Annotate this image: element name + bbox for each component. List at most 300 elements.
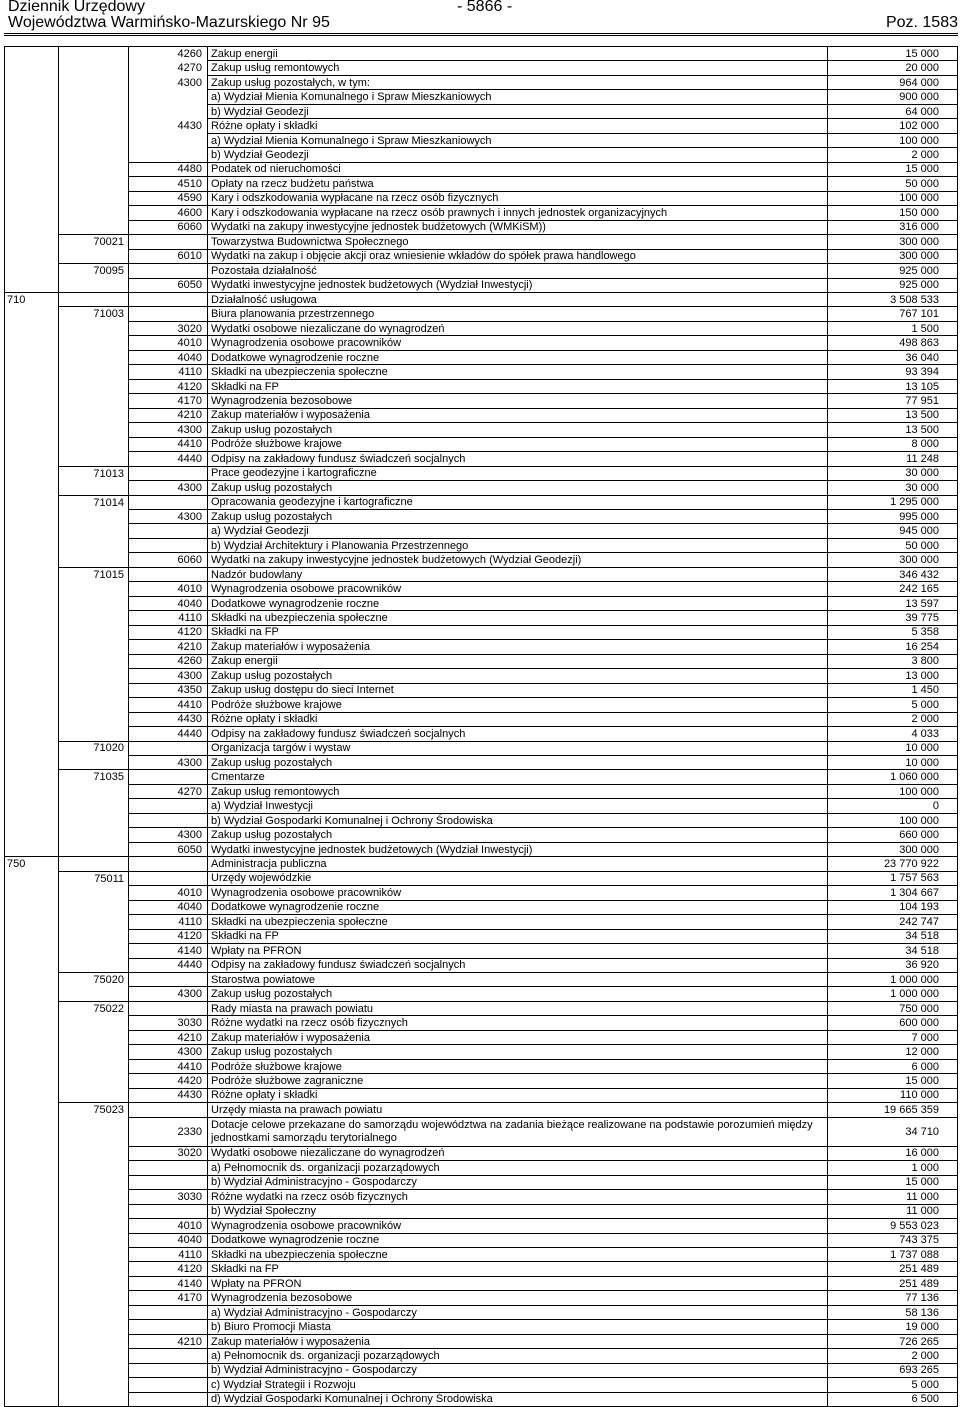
- chapter-cell: [59, 553, 129, 567]
- description-cell: Różne opłaty i składki: [208, 119, 828, 133]
- division-cell: [5, 1001, 59, 1015]
- paragraph-cell: [129, 90, 208, 104]
- chapter-cell: [59, 1378, 129, 1392]
- paragraph-cell: [129, 857, 208, 871]
- amount-cell: 251 489: [828, 1276, 958, 1290]
- table-row: [5, 191, 958, 205]
- division-cell: [5, 1392, 59, 1406]
- table-row: [5, 47, 958, 61]
- paragraph-cell: [129, 871, 208, 885]
- division-cell: [5, 408, 59, 422]
- table-row: [5, 1001, 958, 1015]
- description-cell: Zakup usług pozostałych: [208, 828, 828, 842]
- paragraph-cell: 6010: [129, 249, 208, 263]
- chapter-cell: [59, 813, 129, 827]
- table-row: [5, 625, 958, 639]
- description-cell: Odpisy na zakładowy fundusz świadczeń socjalnych: [208, 452, 828, 466]
- division-cell: [5, 162, 59, 176]
- amount-cell: 925 000: [828, 264, 958, 278]
- chapter-cell: [59, 842, 129, 856]
- description-cell: Rady miasta na prawach powiatu: [208, 1001, 828, 1015]
- amount-cell: 964 000: [828, 75, 958, 89]
- table-row: [5, 350, 958, 364]
- division-cell: [5, 1233, 59, 1247]
- paragraph-cell: [129, 133, 208, 147]
- table-row: [5, 944, 958, 958]
- paragraph-cell: [129, 1161, 208, 1175]
- paragraph-cell: 4300: [129, 1045, 208, 1059]
- amount-cell: 900 000: [828, 90, 958, 104]
- division-cell: [5, 307, 59, 321]
- amount-cell: 251 489: [828, 1262, 958, 1276]
- amount-cell: 693 265: [828, 1363, 958, 1377]
- paragraph-cell: [129, 104, 208, 118]
- table-row: [5, 1059, 958, 1073]
- amount-cell: 13 000: [828, 669, 958, 683]
- paragraph-cell: 4590: [129, 191, 208, 205]
- journal-title: Dziennik Urzędowy: [8, 0, 145, 15]
- chapter-cell: [59, 886, 129, 900]
- table-row: [5, 784, 958, 798]
- description-cell: d) Wydział Gospodarki Komunalnej i Ochrony Środowiska: [208, 1392, 828, 1406]
- table-row: [5, 336, 958, 350]
- amount-cell: 9 553 023: [828, 1219, 958, 1233]
- paragraph-cell: 4300: [129, 987, 208, 1001]
- table-row: [5, 264, 958, 278]
- paragraph-cell: 4300: [129, 669, 208, 683]
- paragraph-cell: 4210: [129, 640, 208, 654]
- description-cell: a) Wydział Administracyjno - Gospodarczy: [208, 1305, 828, 1319]
- paragraph-cell: 4120: [129, 929, 208, 943]
- chapter-cell: [59, 538, 129, 552]
- description-cell: Dodatkowe wynagrodzenie roczne: [208, 596, 828, 610]
- amount-cell: 13 597: [828, 596, 958, 610]
- division-cell: [5, 1291, 59, 1305]
- chapter-cell: [59, 365, 129, 379]
- paragraph-cell: 6060: [129, 220, 208, 234]
- table-row: [5, 162, 958, 176]
- division-cell: [5, 813, 59, 827]
- table-row: [5, 307, 958, 321]
- amount-cell: 77 136: [828, 1291, 958, 1305]
- amount-cell: 39 775: [828, 611, 958, 625]
- table-row: [5, 452, 958, 466]
- amount-cell: 1 450: [828, 683, 958, 697]
- amount-cell: 1 304 667: [828, 886, 958, 900]
- description-cell: Składki na FP: [208, 929, 828, 943]
- description-cell: Zakup usług pozostałych: [208, 669, 828, 683]
- table-row: [5, 727, 958, 741]
- table-row: [5, 929, 958, 943]
- division-cell: [5, 871, 59, 885]
- table-row: [5, 524, 958, 538]
- description-cell: Podróże służbowe krajowe: [208, 437, 828, 451]
- amount-cell: 102 000: [828, 119, 958, 133]
- table-row: [5, 61, 958, 75]
- chapter-cell: [59, 1030, 129, 1044]
- division-cell: [5, 683, 59, 697]
- table-row: [5, 1219, 958, 1233]
- amount-cell: 300 000: [828, 249, 958, 263]
- division-cell: [5, 944, 59, 958]
- description-cell: Wynagrodzenia osobowe pracowników: [208, 336, 828, 350]
- table-row: [5, 683, 958, 697]
- description-cell: b) Wydział Geodezji: [208, 104, 828, 118]
- table-row: [5, 1146, 958, 1160]
- amount-cell: 50 000: [828, 538, 958, 552]
- description-cell: Wynagrodzenia osobowe pracowników: [208, 886, 828, 900]
- chapter-cell: [59, 1334, 129, 1348]
- description-cell: Kary i odszkodowania wypłacane na rzecz osób fizycznych: [208, 191, 828, 205]
- chapter-cell: [59, 987, 129, 1001]
- amount-cell: 4 033: [828, 727, 958, 741]
- division-cell: [5, 75, 59, 89]
- chapter-cell: [59, 206, 129, 220]
- table-row: [5, 973, 958, 987]
- header-rule-secondary: [4, 35, 958, 36]
- table-row: [5, 900, 958, 914]
- description-cell: Wynagrodzenia osobowe pracowników: [208, 1219, 828, 1233]
- description-cell: Urzędy wojewódzkie: [208, 871, 828, 885]
- paragraph-cell: [129, 813, 208, 827]
- division-cell: [5, 929, 59, 943]
- chapter-cell: [59, 1204, 129, 1218]
- paragraph-cell: [129, 538, 208, 552]
- paragraph-cell: 4300: [129, 75, 208, 89]
- table-row: [5, 321, 958, 335]
- amount-cell: 743 375: [828, 1233, 958, 1247]
- table-row: [5, 408, 958, 422]
- chapter-cell: [59, 900, 129, 914]
- chapter-cell: 71014: [59, 495, 129, 509]
- division-cell: [5, 1334, 59, 1348]
- paragraph-cell: 4120: [129, 1262, 208, 1276]
- amount-cell: 0: [828, 799, 958, 813]
- description-cell: Prace geodezyjne i kartograficzne: [208, 466, 828, 480]
- chapter-cell: [59, 944, 129, 958]
- division-cell: [5, 235, 59, 249]
- amount-cell: 7 000: [828, 1030, 958, 1044]
- page-number: - 5866 -: [457, 0, 513, 15]
- chapter-cell: [59, 90, 129, 104]
- paragraph-cell: 4600: [129, 206, 208, 220]
- division-cell: [5, 640, 59, 654]
- chapter-cell: 75022: [59, 1001, 129, 1015]
- division-cell: 710: [5, 292, 59, 306]
- chapter-cell: [59, 669, 129, 683]
- chapter-cell: [59, 915, 129, 929]
- paragraph-cell: [129, 799, 208, 813]
- chapter-cell: [59, 61, 129, 75]
- table-row: [5, 1016, 958, 1030]
- paragraph-cell: [129, 292, 208, 306]
- description-cell: Zakup usług pozostałych, w tym:: [208, 75, 828, 89]
- table-row: [5, 698, 958, 712]
- paragraph-cell: [129, 973, 208, 987]
- chapter-cell: 71015: [59, 567, 129, 581]
- division-cell: [5, 567, 59, 581]
- chapter-cell: [59, 611, 129, 625]
- division-cell: [5, 350, 59, 364]
- division-cell: [5, 799, 59, 813]
- amount-cell: 110 000: [828, 1088, 958, 1102]
- paragraph-cell: 4300: [129, 423, 208, 437]
- paragraph-cell: 4040: [129, 900, 208, 914]
- table-row: [5, 611, 958, 625]
- table-row: [5, 235, 958, 249]
- division-cell: [5, 177, 59, 191]
- paragraph-cell: 4010: [129, 582, 208, 596]
- description-cell: Zakup usług pozostałych: [208, 1045, 828, 1059]
- table-row: [5, 177, 958, 191]
- division-cell: [5, 220, 59, 234]
- division-cell: [5, 1059, 59, 1073]
- amount-cell: 2 000: [828, 1349, 958, 1363]
- chapter-cell: [59, 1233, 129, 1247]
- description-cell: Podatek od nieruchomości: [208, 162, 828, 176]
- chapter-cell: 70095: [59, 264, 129, 278]
- amount-cell: 1 000: [828, 1161, 958, 1175]
- division-cell: [5, 1088, 59, 1102]
- division-cell: [5, 741, 59, 755]
- chapter-cell: [59, 727, 129, 741]
- chapter-cell: [59, 582, 129, 596]
- table-row: [5, 596, 958, 610]
- amount-cell: 64 000: [828, 104, 958, 118]
- chapter-cell: [59, 799, 129, 813]
- paragraph-cell: 4440: [129, 958, 208, 972]
- chapter-cell: [59, 47, 129, 61]
- description-cell: Składki na FP: [208, 379, 828, 393]
- table-row: [5, 813, 958, 827]
- description-cell: a) Wydział Mienia Komunalnego i Spraw Mieszkaniowych: [208, 133, 828, 147]
- chapter-cell: [59, 162, 129, 176]
- table-row: [5, 1175, 958, 1189]
- header-rule: [4, 33, 958, 34]
- description-cell: Wynagrodzenia osobowe pracowników: [208, 582, 828, 596]
- description-cell: Odpisy na zakładowy fundusz świadczeń socjalnych: [208, 958, 828, 972]
- division-cell: [5, 654, 59, 668]
- paragraph-cell: 4440: [129, 727, 208, 741]
- description-cell: Składki na FP: [208, 625, 828, 639]
- table-row: [5, 654, 958, 668]
- description-cell: Różne opłaty i składki: [208, 1088, 828, 1102]
- description-cell: Pozostała działalność: [208, 264, 828, 278]
- description-cell: Wydatki inwestycyjne jednostek budżetowych (Wydział Inwestycji): [208, 278, 828, 292]
- chapter-cell: 70021: [59, 235, 129, 249]
- chapter-cell: [59, 1262, 129, 1276]
- chapter-cell: [59, 784, 129, 798]
- description-cell: Zakup energii: [208, 654, 828, 668]
- division-cell: [5, 61, 59, 75]
- table-row: [5, 567, 958, 581]
- division-cell: [5, 900, 59, 914]
- description-cell: Biura planowania przestrzennego: [208, 307, 828, 321]
- table-row: [5, 437, 958, 451]
- description-cell: Administracja publiczna: [208, 857, 828, 871]
- paragraph-cell: 4440: [129, 452, 208, 466]
- division-cell: [5, 770, 59, 784]
- table-row: [5, 148, 958, 162]
- description-cell: b) Wydział Administracyjno - Gospodarczy: [208, 1363, 828, 1377]
- division-cell: [5, 727, 59, 741]
- paragraph-cell: 4170: [129, 394, 208, 408]
- chapter-cell: [59, 133, 129, 147]
- table-row: [5, 1334, 958, 1348]
- table-row: [5, 292, 958, 306]
- description-cell: Zakup energii: [208, 47, 828, 61]
- paragraph-cell: 4040: [129, 1233, 208, 1247]
- paragraph-cell: 4120: [129, 379, 208, 393]
- paragraph-cell: 4410: [129, 437, 208, 451]
- paragraph-cell: [129, 1320, 208, 1334]
- paragraph-cell: 4140: [129, 944, 208, 958]
- chapter-cell: 71020: [59, 741, 129, 755]
- paragraph-cell: 4140: [129, 1276, 208, 1290]
- division-cell: [5, 1204, 59, 1218]
- amount-cell: 925 000: [828, 278, 958, 292]
- amount-cell: 58 136: [828, 1305, 958, 1319]
- description-cell: Wpłaty na PFRON: [208, 944, 828, 958]
- position-number: Poz. 1583: [885, 14, 958, 31]
- chapter-cell: [59, 1059, 129, 1073]
- table-row: [5, 1204, 958, 1218]
- paragraph-cell: 4300: [129, 481, 208, 495]
- chapter-cell: [59, 191, 129, 205]
- table-row: [5, 133, 958, 147]
- division-cell: [5, 510, 59, 524]
- paragraph-cell: 4260: [129, 654, 208, 668]
- chapter-cell: [59, 452, 129, 466]
- table-row: [5, 278, 958, 292]
- amount-cell: 3 508 533: [828, 292, 958, 306]
- division-cell: [5, 249, 59, 263]
- description-cell: Składki na ubezpieczenia społeczne: [208, 611, 828, 625]
- division-cell: [5, 104, 59, 118]
- paragraph-cell: 4300: [129, 828, 208, 842]
- chapter-cell: [59, 1219, 129, 1233]
- amount-cell: 15 000: [828, 162, 958, 176]
- chapter-cell: [59, 857, 129, 871]
- amount-cell: 23 770 922: [828, 857, 958, 871]
- table-row: [5, 915, 958, 929]
- paragraph-cell: [129, 567, 208, 581]
- amount-cell: 750 000: [828, 1001, 958, 1015]
- division-cell: [5, 1103, 59, 1117]
- amount-cell: 30 000: [828, 481, 958, 495]
- chapter-cell: [59, 1161, 129, 1175]
- paragraph-cell: 6050: [129, 278, 208, 292]
- budget-expenditure-table: [4, 46, 958, 1407]
- chapter-cell: [59, 929, 129, 943]
- amount-cell: 16 254: [828, 640, 958, 654]
- budget-table-body: [5, 47, 958, 1407]
- division-cell: [5, 264, 59, 278]
- paragraph-cell: [129, 495, 208, 509]
- table-row: [5, 206, 958, 220]
- chapter-cell: [59, 828, 129, 842]
- amount-cell: 11 248: [828, 452, 958, 466]
- paragraph-cell: 4410: [129, 1059, 208, 1073]
- table-row: [5, 104, 958, 118]
- division-cell: [5, 481, 59, 495]
- division-cell: [5, 1030, 59, 1044]
- chapter-cell: [59, 1146, 129, 1160]
- chapter-cell: 71035: [59, 770, 129, 784]
- amount-cell: 3 800: [828, 654, 958, 668]
- amount-cell: 30 000: [828, 466, 958, 480]
- paragraph-cell: 4040: [129, 596, 208, 610]
- amount-cell: 498 863: [828, 336, 958, 350]
- table-row: [5, 1305, 958, 1319]
- division-cell: [5, 336, 59, 350]
- description-cell: Zakup usług remontowych: [208, 784, 828, 798]
- paragraph-cell: 4430: [129, 1088, 208, 1102]
- chapter-cell: [59, 640, 129, 654]
- chapter-cell: [59, 625, 129, 639]
- description-cell: Zakup usług pozostałych: [208, 510, 828, 524]
- chapter-cell: [59, 1392, 129, 1406]
- description-cell: Zakup usług pozostałych: [208, 481, 828, 495]
- description-cell: Urzędy miasta na prawach powiatu: [208, 1103, 828, 1117]
- division-cell: [5, 321, 59, 335]
- table-row: [5, 423, 958, 437]
- description-cell: Składki na FP: [208, 1262, 828, 1276]
- paragraph-cell: 4110: [129, 1247, 208, 1261]
- chapter-cell: [59, 698, 129, 712]
- amount-cell: 6 500: [828, 1392, 958, 1406]
- division-cell: [5, 278, 59, 292]
- description-cell: Starostwa powiatowe: [208, 973, 828, 987]
- paragraph-cell: [129, 148, 208, 162]
- table-row: [5, 1349, 958, 1363]
- paragraph-cell: [129, 1363, 208, 1377]
- paragraph-cell: 4300: [129, 510, 208, 524]
- amount-cell: 16 000: [828, 1146, 958, 1160]
- amount-cell: 660 000: [828, 828, 958, 842]
- table-row: [5, 1262, 958, 1276]
- amount-cell: 15 000: [828, 1074, 958, 1088]
- description-cell: a) Pełnomocnik ds. organizacji pozarządowych: [208, 1349, 828, 1363]
- division-cell: [5, 596, 59, 610]
- amount-cell: 300 000: [828, 842, 958, 856]
- chapter-cell: [59, 755, 129, 769]
- division-cell: [5, 437, 59, 451]
- chapter-cell: [59, 596, 129, 610]
- chapter-cell: [59, 1016, 129, 1030]
- paragraph-cell: 3020: [129, 1146, 208, 1160]
- table-row: [5, 1074, 958, 1088]
- amount-cell: 300 000: [828, 235, 958, 249]
- paragraph-cell: [129, 264, 208, 278]
- description-cell: Zakup materiałów i wyposażenia: [208, 640, 828, 654]
- amount-cell: 34 710: [828, 1117, 958, 1146]
- description-cell: a) Wydział Mienia Komunalnego i Spraw Mieszkaniowych: [208, 90, 828, 104]
- amount-cell: 13 500: [828, 423, 958, 437]
- division-cell: [5, 1219, 59, 1233]
- division-cell: [5, 1305, 59, 1319]
- division-cell: [5, 1262, 59, 1276]
- amount-cell: 995 000: [828, 510, 958, 524]
- amount-cell: 12 000: [828, 1045, 958, 1059]
- division-cell: [5, 538, 59, 552]
- amount-cell: 242 165: [828, 582, 958, 596]
- paragraph-cell: 4270: [129, 784, 208, 798]
- division-cell: [5, 379, 59, 393]
- division-cell: [5, 119, 59, 133]
- amount-cell: 1 737 088: [828, 1247, 958, 1261]
- amount-cell: 5 000: [828, 698, 958, 712]
